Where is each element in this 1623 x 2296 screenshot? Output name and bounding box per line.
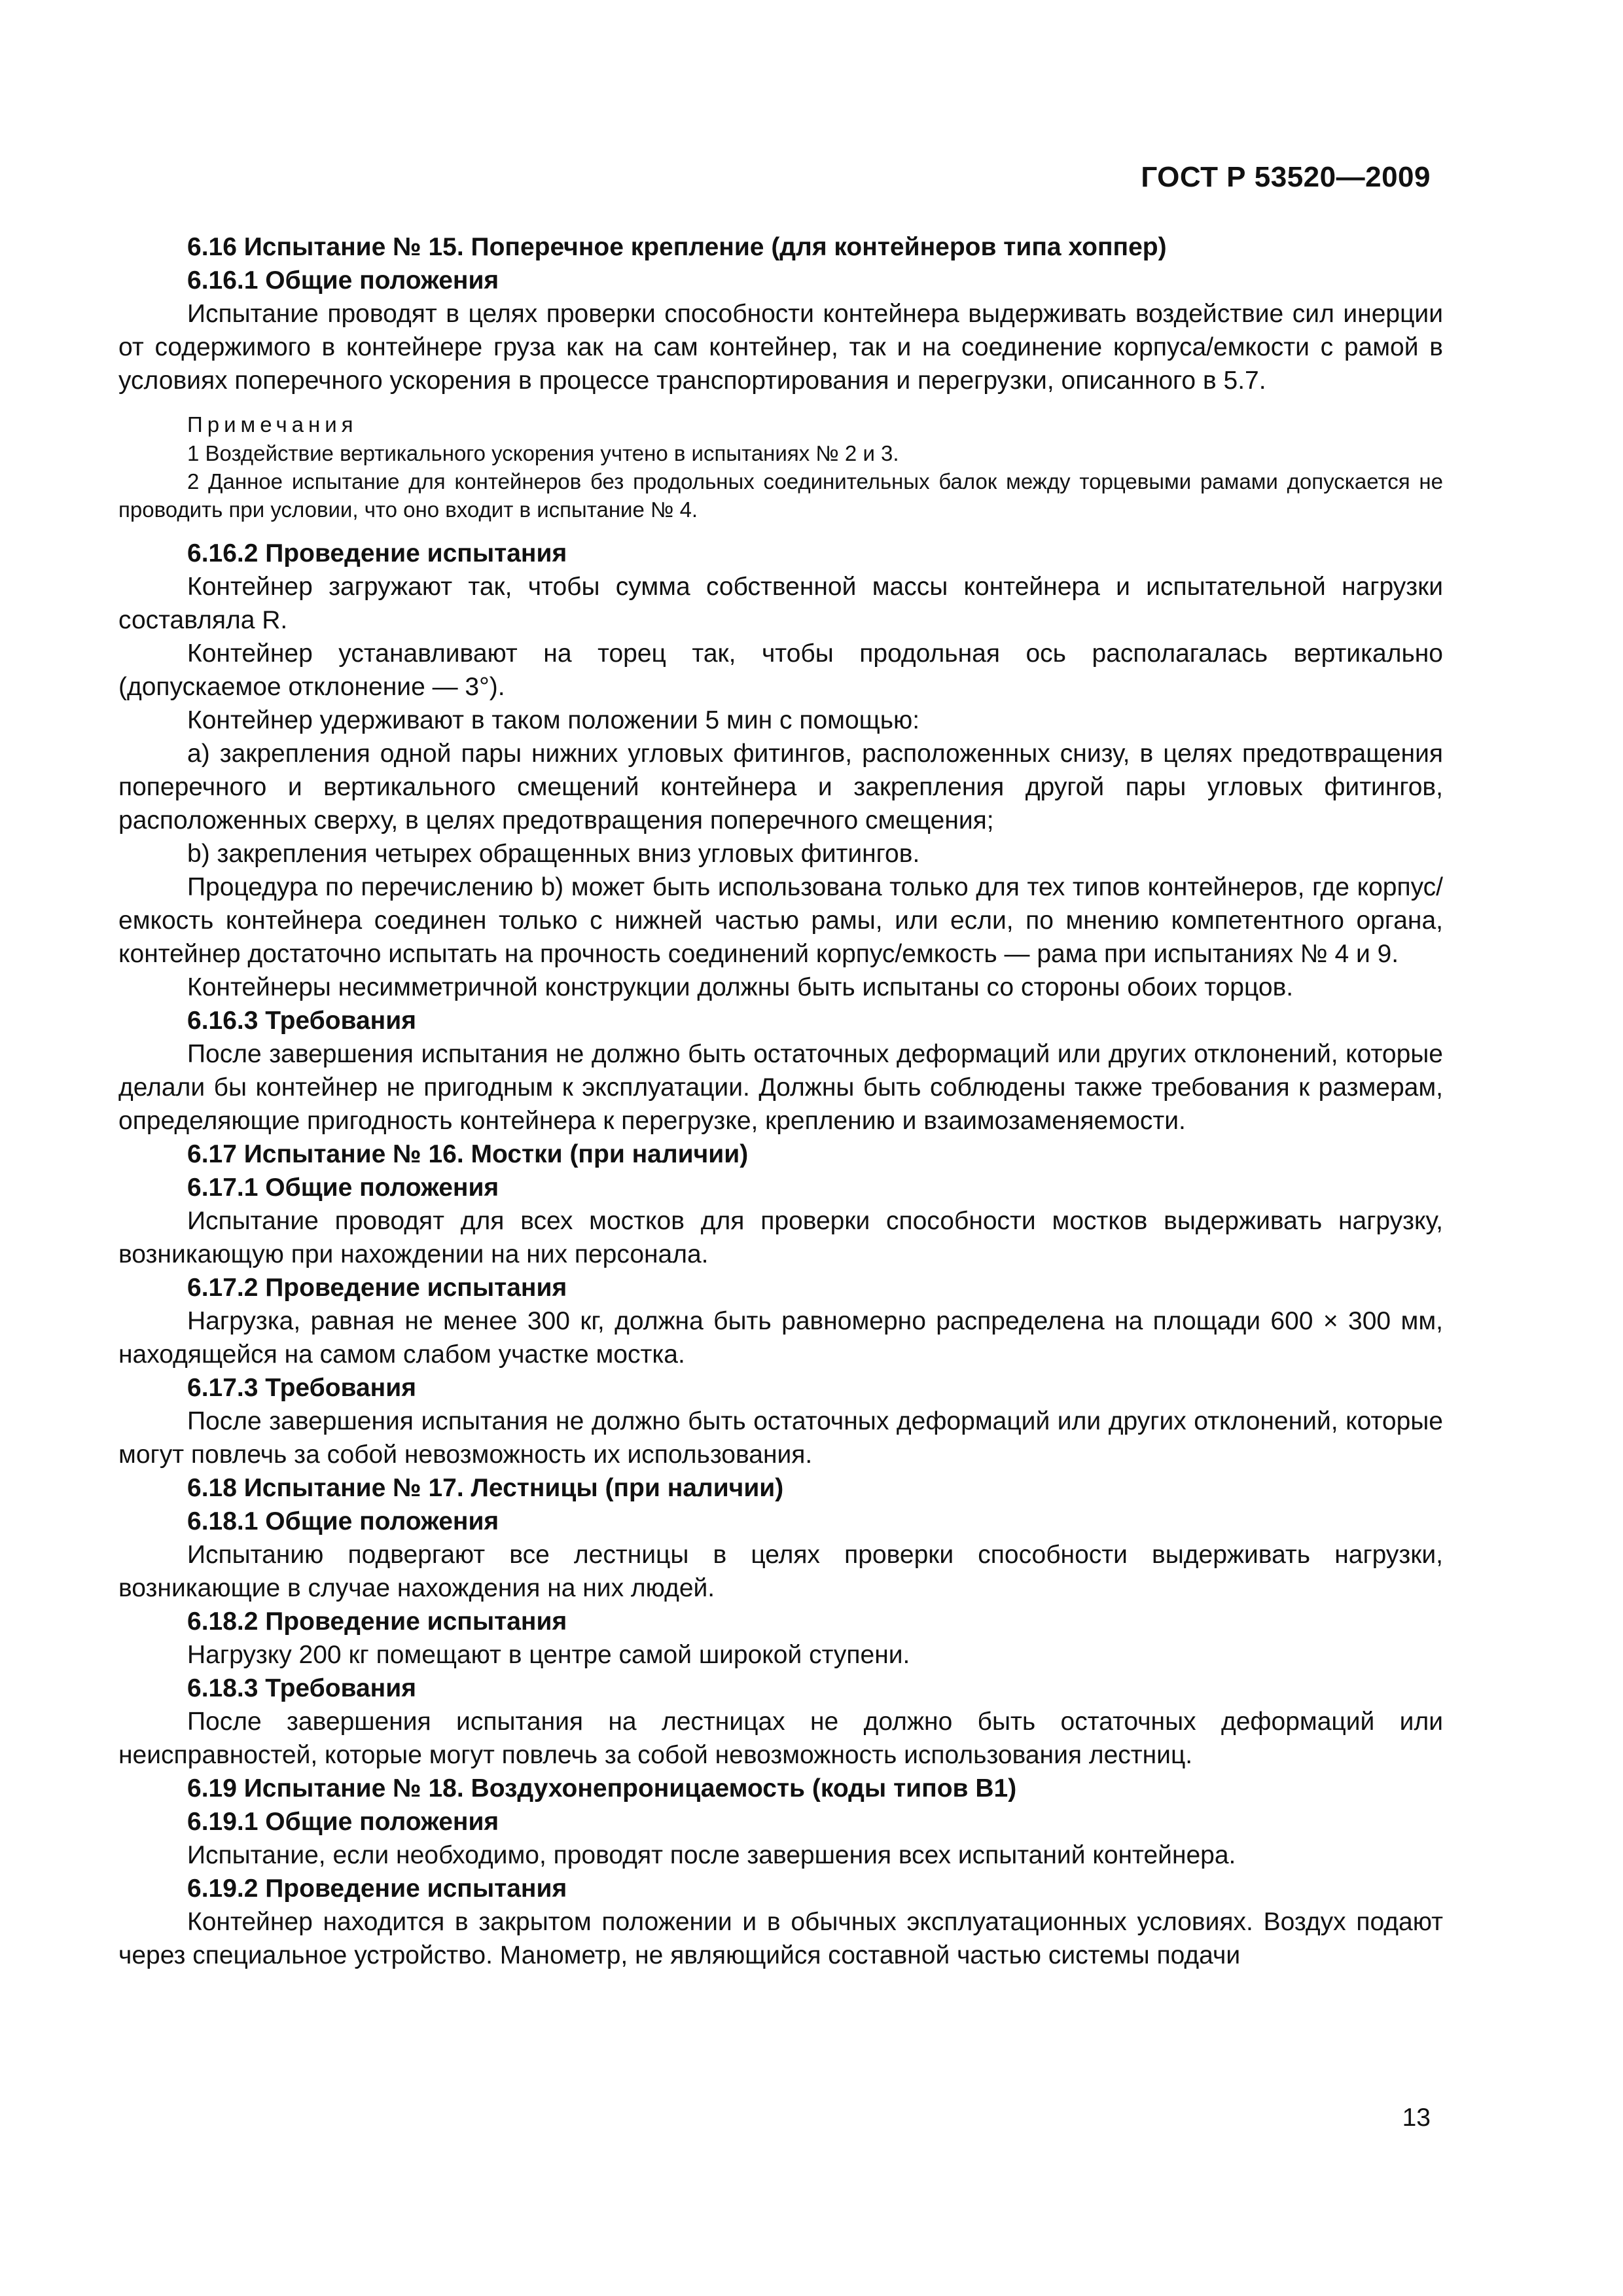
paragraph: Испытание проводят в целях проверки способности контейнера выдерживать воздействие сил инерции от содержимого в контейнере груза как на сам контейнер, так и на соединение корпуса/емкости с рамой в условиях поперечного ускорения в процессе транспортирования и перегрузки, описанного в 5.7. xyxy=(118,300,1443,395)
paragraph: Нагрузку 200 кг помещают в центре самой широкой ступени. xyxy=(187,1641,910,1669)
subsection-heading: 6.18.1 Общие положения xyxy=(187,1507,499,1535)
subsection-heading: 6.16.1 Общие положения xyxy=(187,266,499,295)
paragraph: Испытание проводят для всех мостков для проверки способности мостков выдерживать нагрузку, возникающую при нахождении на них персонала. xyxy=(118,1207,1443,1268)
paragraph: Контейнер устанавливают на торец так, чтобы продольная ось располагалась вертикально (допускаемое отклонение — 3°). xyxy=(118,639,1443,701)
subsection-heading: 6.16.2 Проведение испытания xyxy=(187,539,567,567)
list-item: b) закрепления четырех обращенных вниз угловых фитингов. xyxy=(187,840,920,868)
paragraph: Контейнер находится в закрытом положении и в обычных эксплуатационных условиях. Воздух подают через специальное устройство. Манометр, не являющийся составной частью системы подачи xyxy=(118,1908,1443,1969)
subsection-heading: 6.17.1 Общие положения xyxy=(187,1174,499,1202)
subsection-heading: 6.17.2 Проведение испытания xyxy=(187,1274,567,1302)
list-item: a) закрепления одной пары нижних угловых фитингов, расположенных снизу, в целях предотвращения поперечного и вертикального смещений контейнера и закрепления другой пары угловых фитингов, расположенных сверху, в целях предотвращения поперечного смещения; xyxy=(118,740,1443,834)
page-number: 13 xyxy=(1402,2104,1431,2132)
section-heading: 6.19 Испытание № 18. Воздухонепроницаемость (коды типов В1) xyxy=(187,1774,1017,1803)
subsection-heading: 6.19.2 Проведение испытания xyxy=(187,1874,567,1903)
section-heading: 6.18 Испытание № 17. Лестницы (при наличии) xyxy=(187,1474,784,1502)
subsection-heading: 6.18.3 Требования xyxy=(187,1674,416,1702)
subsection-heading: 6.17.3 Требования xyxy=(187,1374,416,1402)
document-body xyxy=(118,230,1443,1972)
paragraph: Контейнер удерживают в таком положении 5 мин с помощью: xyxy=(187,706,920,734)
paragraph: После завершения испытания не должно быть остаточных деформаций или других отклонений, которые делали бы контейнер не пригодным к эксплуатации. Должны быть соблюдены также требования к размерам, определяющие пригодность контейнера к перегрузке, креплению и взаимозаменяемости. xyxy=(118,1040,1443,1135)
section-heading: 6.17 Испытание № 16. Мостки (при наличии) xyxy=(187,1140,749,1168)
paragraph: Контейнер загружают так, чтобы сумма собственной массы контейнера и испытательной нагрузки составляла R. xyxy=(118,573,1443,634)
subsection-heading: 6.16.3 Требования xyxy=(187,1007,416,1035)
paragraph: Контейнеры несимметричной конструкции должны быть испытаны со стороны обоих торцов. xyxy=(187,973,1294,1001)
note-item: 1 Воздействие вертикального ускорения учтено в испытаниях № 2 и 3. xyxy=(187,441,899,465)
notes-title: Примечания xyxy=(187,412,358,437)
subsection-heading: 6.18.2 Проведение испытания xyxy=(187,1607,567,1636)
paragraph: Испытание, если необходимо, проводят после завершения всех испытаний контейнера. xyxy=(187,1841,1236,1869)
section-heading: 6.16 Испытание № 15. Поперечное крепление (для контейнеров типа хоппер) xyxy=(187,233,1167,261)
document-header-id: ГОСТ Р 53520—2009 xyxy=(1141,161,1431,193)
paragraph: Процедура по перечислению b) может быть использована только для тех типов контейнеров, где корпус/емкость контейнера соединен только с нижней частью рамы, или если, по мнению компетентного органа, контейнер достаточно испытать на прочность соединений корпус/емкость — рама при испытаниях № 4 и 9. xyxy=(118,873,1443,968)
paragraph: После завершения испытания не должно быть остаточных деформаций или других отклонений, которые могут повлечь за собой невозможность их использования. xyxy=(118,1407,1443,1469)
note-item: 2 Данное испытание для контейнеров без продольных соединительных балок между торцевыми рамами допускается не проводить при условии, что оно входит в испытание № 4. xyxy=(118,469,1443,522)
paragraph: Испытанию подвергают все лестницы в целях проверки способности выдерживать нагрузки, возникающие в случае нахождения на них людей. xyxy=(118,1541,1443,1602)
subsection-heading: 6.19.1 Общие положения xyxy=(187,1808,499,1836)
paragraph: Нагрузка, равная не менее 300 кг, должна быть равномерно распределена на площади 600 × 300 мм, находящейся на самом слабом участке мостка. xyxy=(118,1307,1443,1369)
paragraph: После завершения испытания на лестницах не должно быть остаточных деформаций или неисправностей, которые могут повлечь за собой невозможность использования лестниц. xyxy=(118,1708,1443,1769)
